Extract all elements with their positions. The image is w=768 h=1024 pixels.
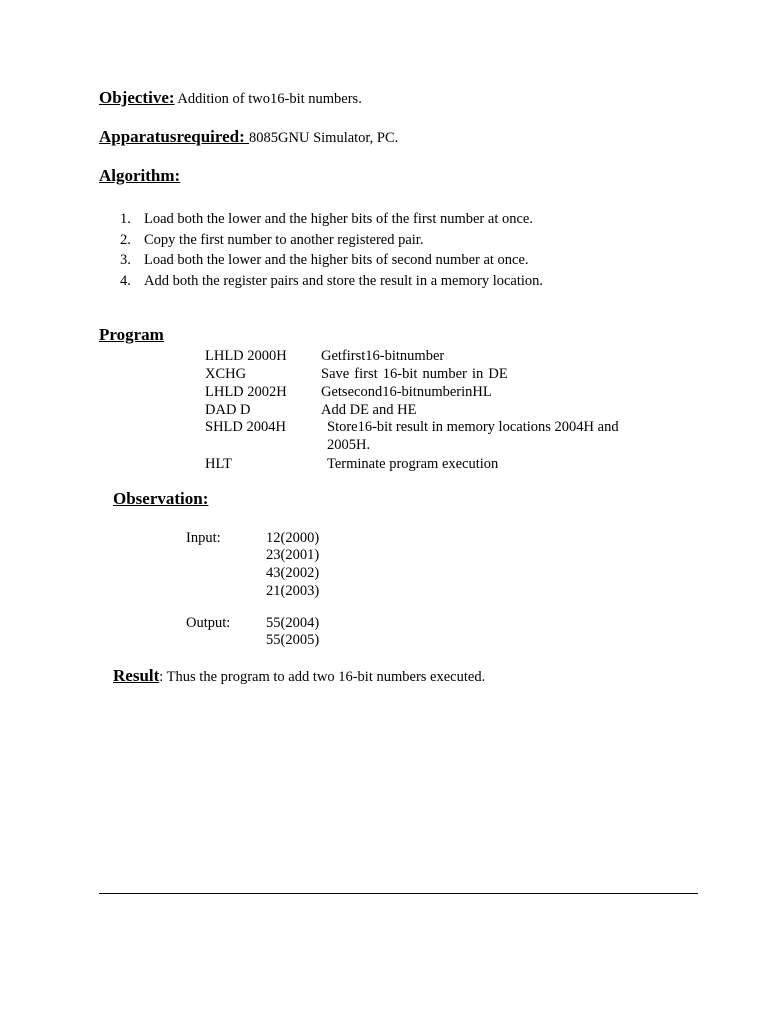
input-value: 43(2002) [266,565,320,581]
objective-heading: Objective: [99,88,175,107]
apparatus-line [99,127,398,147]
list-item [120,209,543,230]
list-text: Load both the lower and the higher bits of second number at once. [144,252,529,269]
program-comment: Store16-bit result in memory locations 2004H and [327,419,619,435]
list-number: 4. [120,273,131,290]
list-item [120,250,543,271]
program-comment-continued: 2005H. [327,437,371,453]
apparatus-text: 8085GNU Simulator, PC. [249,130,399,146]
objective-text: Addition of two16-bit numbers. [174,91,362,107]
input-value: 12(2000) [266,530,320,546]
program-instruction: LHLD 2002H [205,384,287,400]
objective-line [99,88,362,108]
result-text: : Thus the program to add two 16-bit numbers executed. [159,669,486,685]
program-comment: Save first 16-bit number in DE [321,366,508,382]
list-text: Copy the first number to another registered pair. [144,231,424,248]
input-value: 23(2001) [266,547,320,563]
program-instruction: SHLD 2004H [205,419,286,435]
program-comment: Getfirst16-bitnumber [321,348,445,364]
program-instruction: XCHG [205,366,247,382]
output-value: 55(2004) [266,615,320,631]
program-comment: Add DE and HE [321,402,417,418]
program-heading: Program [99,325,164,344]
algorithm-list [120,209,543,292]
program-instruction: LHLD 2000H [205,348,287,364]
apparatus-heading: Apparatusrequired: [99,127,250,146]
result-heading: Result [113,666,160,685]
observation-heading: Observation: [113,489,209,508]
list-number: 2. [120,231,131,248]
program-instruction: HLT [205,456,232,472]
footer-divider [99,893,698,894]
list-text: Load both the lower and the higher bits of the first number at once. [144,211,533,227]
list-number: 1. [120,211,131,227]
input-value: 21(2003) [266,583,320,599]
output-label: Output: [186,615,231,631]
list-number: 3. [120,252,131,269]
program-comment: Terminate program execution [327,456,499,472]
input-label: Input: [186,530,221,546]
list-text: Add both the register pairs and store the result in a memory location. [144,273,544,290]
output-value: 55(2005) [266,632,320,648]
program-comment: Getsecond16-bitnumberinHL [321,384,492,400]
list-item [120,271,543,292]
list-item [120,230,543,251]
algorithm-heading: Algorithm: [99,166,181,185]
program-instruction: DAD D [205,402,251,418]
result-line [113,666,485,686]
